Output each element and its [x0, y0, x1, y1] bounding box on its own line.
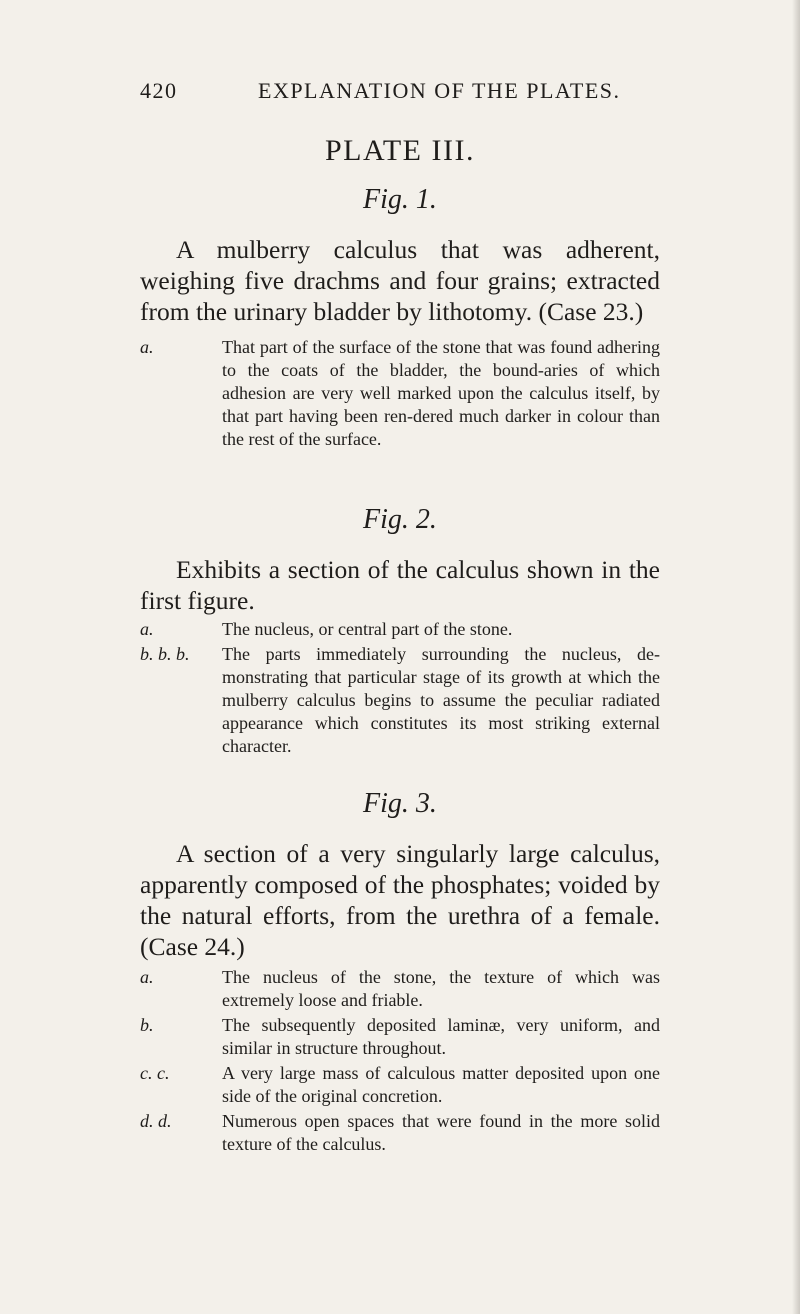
- note-item: [140, 643, 660, 758]
- note-label: b. b. b.: [140, 644, 190, 664]
- note-text: That part of the surface of the stone that was found adhering to the coats of the bladder, the bound-aries of which adhesion are very well marked upon the calculus itself, by that part having been ren-dered much darker in colour than the rest of the surface.: [222, 337, 660, 449]
- figure-1-notes: [140, 336, 660, 453]
- note-label: b.: [140, 1015, 154, 1035]
- running-header: [140, 78, 660, 104]
- note-item: [140, 1110, 660, 1156]
- note-label: a.: [140, 967, 154, 987]
- figure-2-caption: Fig. 2.: [363, 504, 437, 535]
- figure-2-description: Exhibits a section of the calculus shown in the first figure.: [140, 555, 660, 615]
- note-text: A very large mass of calculous matter deposited upon one side of the original concretion.: [222, 1063, 660, 1106]
- note-item: [140, 336, 660, 451]
- note-text: Numerous open spaces that were found in the more solid texture of the calculus.: [222, 1111, 660, 1154]
- note-item: [140, 1014, 660, 1060]
- note-text: The subsequently deposited laminæ, very uniform, and similar in structure throughout.: [222, 1015, 660, 1058]
- figure-2-notes: [140, 618, 660, 760]
- plate-title: PLATE III.: [325, 134, 475, 167]
- note-label: d. d.: [140, 1111, 172, 1131]
- running-title: EXPLANATION OF THE PLATES.: [258, 78, 621, 103]
- note-label: c. c.: [140, 1063, 170, 1083]
- note-text: The parts immediately surrounding the nucleus, de-monstrating that particular stage of its growth at which the mulberry calculus begins to assume the peculiar radiated appearance which constitutes its most striking external character.: [222, 644, 660, 756]
- note-item: [140, 1062, 660, 1108]
- note-text: The nucleus, or central part of the stone.: [222, 619, 513, 639]
- figure-1-caption: Fig. 1.: [363, 184, 437, 215]
- note-item: [140, 618, 660, 641]
- note-text: The nucleus of the stone, the texture of which was extremely loose and friable.: [222, 967, 660, 1010]
- note-item: [140, 966, 660, 1012]
- figure-3-caption: Fig. 3.: [363, 788, 437, 819]
- page-number: 420: [140, 78, 178, 103]
- figure-3-description: A section of a very singularly large calculus, apparently composed of the phosphates; voided by the natural efforts, from the urethra of a female. (Case 24.): [140, 839, 660, 961]
- figure-1-description: A mulberry calculus that was adherent, weighing five drachms and four grains; extracted from the urinary bladder by lithotomy. (Case 23.): [140, 235, 660, 326]
- figure-3-notes: [140, 966, 660, 1158]
- note-label: a.: [140, 619, 154, 639]
- note-label: a.: [140, 337, 154, 357]
